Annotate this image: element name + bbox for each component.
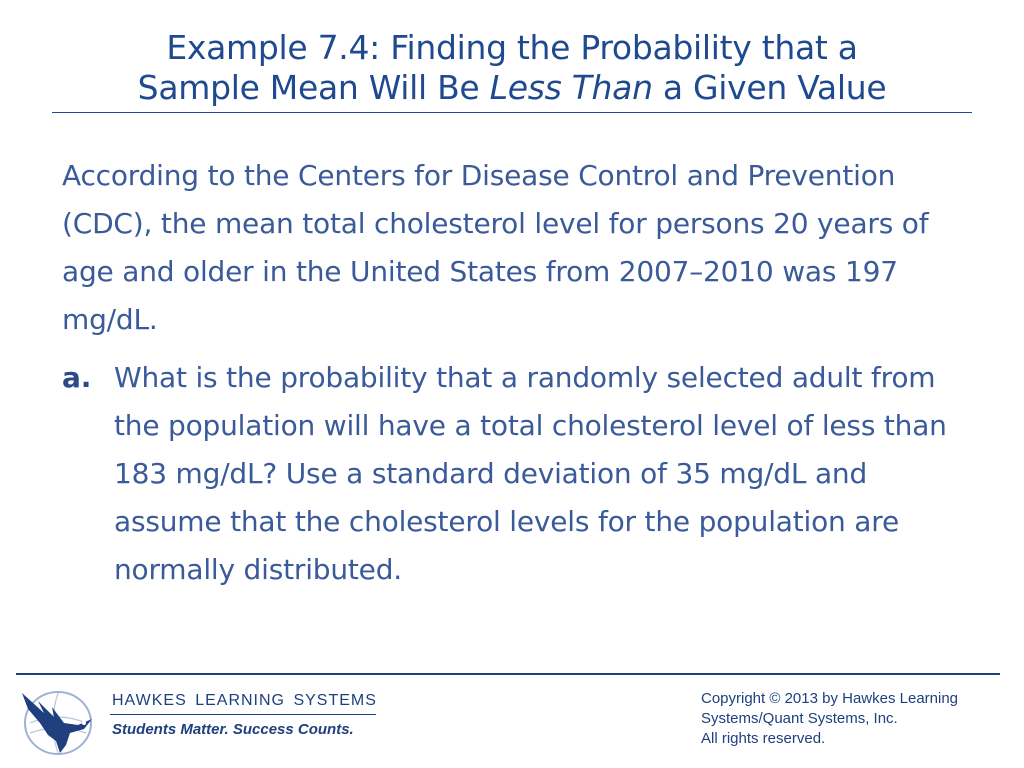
- copyright-notice: [701, 689, 1011, 749]
- slide-title-line-1: Example 7.4: Finding the Probability that a: [166, 28, 858, 67]
- eagle-globe-icon: [18, 683, 98, 759]
- question-marker: a.: [62, 361, 92, 394]
- slide-title-line-2-end: a Given Value: [652, 68, 887, 107]
- slide-title-line-2: [40, 68, 984, 108]
- intro-paragraph: According to the Centers for Disease Control and Prevention (CDC), the mean total cholesterol level for persons 20 years of age and older in the United States from 2007–2010 was 197 mg/dL.: [62, 159, 929, 336]
- title-divider: [52, 112, 972, 113]
- brand-tagline: Students Matter. Success Counts.: [112, 721, 354, 738]
- slide-title-emphasis: Less Than: [489, 68, 653, 107]
- copyright-line-2: Systems/Quant Systems, Inc.: [701, 710, 898, 727]
- question-text: What is the probability that a randomly selected adult from the population will have a total cholesterol level of less than 183 mg/dL? Use a standard deviation of 35 mg/dL and assume that the cholesterol levels for the population are normally distributed.: [114, 361, 947, 586]
- footer-divider: [16, 673, 1000, 675]
- slide-title-line-2-start: Sample Mean Will Be: [137, 68, 490, 107]
- copyright-line-1: Copyright © 2013 by Hawkes Learning: [701, 690, 959, 707]
- brand-underline: [110, 714, 376, 715]
- slide-title: [40, 28, 984, 108]
- copyright-line-3: All rights reserved.: [701, 730, 826, 747]
- brand-name: HAWKES LEARNING SYSTEMS: [112, 692, 377, 709]
